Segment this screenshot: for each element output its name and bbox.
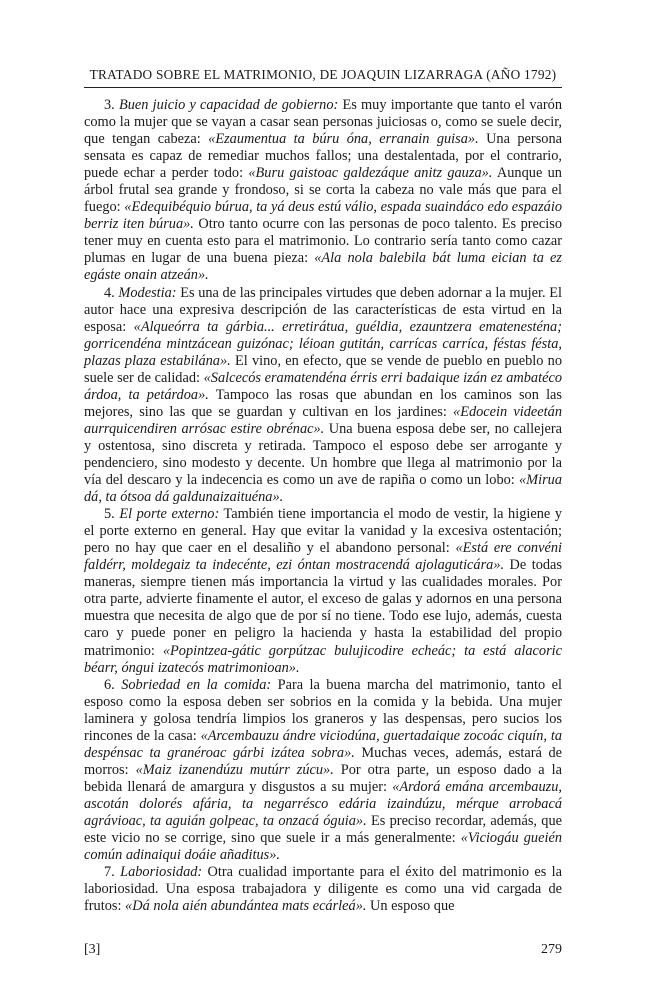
basque-quotation: «Buru gaistoac galdezáque anitz gauza». xyxy=(248,165,493,182)
basque-quotation: «Dá nola aién abundántea mats ecárleá». xyxy=(125,898,367,915)
basque-quotation: «Ezaumentua ta búru óna, erranain guisa». xyxy=(208,131,479,148)
section-7-paragraph xyxy=(84,864,562,915)
text-run: Muchas veces, además, estará de morros: xyxy=(84,744,562,778)
section-6-paragraph xyxy=(84,677,562,865)
text-run: Otro tanto ocurre con las personas de poco talento. Es preciso tener muy en cuenta esto para el matrimonio. Lo contrario sería tanto como cazar plumas en lugar de una buena pieza: xyxy=(84,216,562,267)
basque-quotation: «Mirua dá, ta ótsoa dá galdunaizaituéna». xyxy=(84,472,562,506)
body-text xyxy=(84,97,562,915)
text-run: Es muy importante que tanto el varón como la mujer que se vayan a casar sean personas juiciosas o, como se suele decir, que tengan cabeza: xyxy=(84,97,562,148)
basque-quotation: «Arcembauzu ándre viciodúna, guertadaique zocoác ciquín, ta despénsac ta granéroac gárbi izátea sobra». xyxy=(84,727,563,761)
running-header: TRATADO SOBRE EL MATRIMONIO, DE JOAQUIN LIZARRAGA (AÑO 1792) xyxy=(89,67,557,82)
basque-quotation: «Viciogáu gueién común adinaiqui doáie añaditus». xyxy=(84,830,562,864)
section-4-text xyxy=(84,285,562,506)
text-run: Por otra parte, un esposo dado a la bebida llenará de amargura y disgustos a su mujer: xyxy=(84,761,562,795)
basque-quotation: «Popintzea-gátic gorpútzac bulujicodire echeác; ta está alacoric béarr, óngui izatecós matrimonioan». xyxy=(84,642,562,676)
text-run: Para la buena marcha del matrimonio, tanto el esposo como la esposa deben ser sobrios en la comida y la bebida. Una mujer laminera y golosa tendría limpios los graneros y las despensas, pero sucios los rincones de la casa: xyxy=(84,676,562,744)
text-run: Tampoco las rosas que abundan en los caminos son las mejores, sino las que se guardan y cultivan en los jardines: xyxy=(84,386,563,420)
section-5-title: El porte externo: xyxy=(119,506,220,523)
text-run: Es una de las principales virtudes que deben adornar a la mujer. El autor hace una expresiva descripción de las características de esta virtud en la esposa: xyxy=(84,284,562,335)
text-run: Aunque un árbol frutal sea grande y frondoso, si se corta la cabeza no vale más que para el fuego: xyxy=(84,165,562,216)
section-5-number: 5. xyxy=(104,506,115,523)
text-run: También tiene importancia el modo de vestir, la higiene y el porte externo en general. Hay que evitar la vanidad y la excesiva ostentación; pero no hay que caer en el desaliño y el abandono personal: xyxy=(84,506,562,557)
basque-quotation: «Edocein videetán aurrquicendiren arrósac estire obrénac». xyxy=(84,403,562,437)
basque-quotation: «Maiz izanendúzu mutúrr zúcu». xyxy=(135,761,334,778)
section-3-title: Buen juicio y capacidad de gobierno: xyxy=(118,97,339,113)
section-7-title: Laboriosidad: xyxy=(120,864,203,881)
section-5-paragraph xyxy=(84,506,562,676)
section-5-text xyxy=(84,506,562,675)
section-6-title: Sobriedad en la comida: xyxy=(121,676,272,693)
basque-quotation: «Ala nola balebila bát luma eician ta ez egáste onain atzeán». xyxy=(84,250,562,284)
header-rule xyxy=(84,87,562,88)
text-run: Un esposo que xyxy=(366,898,455,915)
text-run: Es preciso recordar, además, que este vicio no se corrige, sino que suele ir a más generalmente: xyxy=(84,812,562,847)
basque-quotation: «Está ere convéni faldérr, moldegaiz ta indecénte, ezi óntan mostracendá ajolaguticára». xyxy=(84,540,562,574)
text-run: De todas maneras, siempre tienen más importancia la virtud y las cualidades morales. Por otra parte, advierte finamente el autor, el exceso de galas y adornos en una persona muestra que necesita de algo que de por sí no tiene. Todo ese lujo, además, cuesta caro y puede poner en peligro la hacienda y hasta la estabilidad del propio matrimonio: xyxy=(84,557,562,659)
basque-quotation: «Salcecós eramatendéna érris erri badaique izán ez ambatéco árdoa, ta petárdoa». xyxy=(84,369,562,403)
basque-quotation: «Edequibéquio búrua, ta yá deus estú válio, espada suaindáco edo espazáio berriz iten búrua». xyxy=(84,199,562,233)
section-4-paragraph xyxy=(84,285,562,507)
footer-note-number: [3] xyxy=(84,942,101,957)
text-run: Una buena esposa debe ser, no callejera y ostentosa, sino discreta y retirada. Tampoco el esposo debe ser arrogante y pendenciero, sino modesto y decente. Un hombre que llega al matrimonio por la vía del descaro y la indecencia es como un ave de rapiña o como un lobo: xyxy=(84,420,562,489)
section-4-number: 4. xyxy=(104,284,115,301)
section-3-text xyxy=(84,97,562,283)
section-4-title: Modestia: xyxy=(118,284,177,301)
section-6-text xyxy=(84,677,562,863)
section-3-number: 3. xyxy=(104,97,115,113)
section-3-paragraph xyxy=(84,97,562,285)
text-run: Otra cualidad importante para el éxito del matrimonio es la laboriosidad. Una esposa trabajadora y diligente es como una vid cargada de frutos: xyxy=(84,864,562,915)
basque-quotation: «Alqueórra ta gárbia... erretirátua, guéldia, ezauntzera ematenesténa; gorricendéna mintzácean guizónac; léioan gutitán, carrícas carríca, féstas fésta, plazas plaza estabilána». xyxy=(84,318,562,369)
section-6-number: 6. xyxy=(104,676,115,693)
page-number: 279 xyxy=(541,942,562,957)
section-7-number: 7. xyxy=(104,864,115,881)
text-run: El vino, en efecto, que se vende de pueblo en pueblo no suele ser de calidad: xyxy=(84,352,562,386)
basque-quotation: «Ardorá emána arcembauzu, ascotán dolorés afária, ta negarrésco edária izaindúzu, mérque arrobacá agrávioac, ta aguián golpeac, ta onzacá óguia». xyxy=(84,778,562,829)
text-run: Una persona sensata es capaz de remediar muchos fallos; una destalentada, por el contrario, puede echar a perder todo: xyxy=(84,131,562,182)
